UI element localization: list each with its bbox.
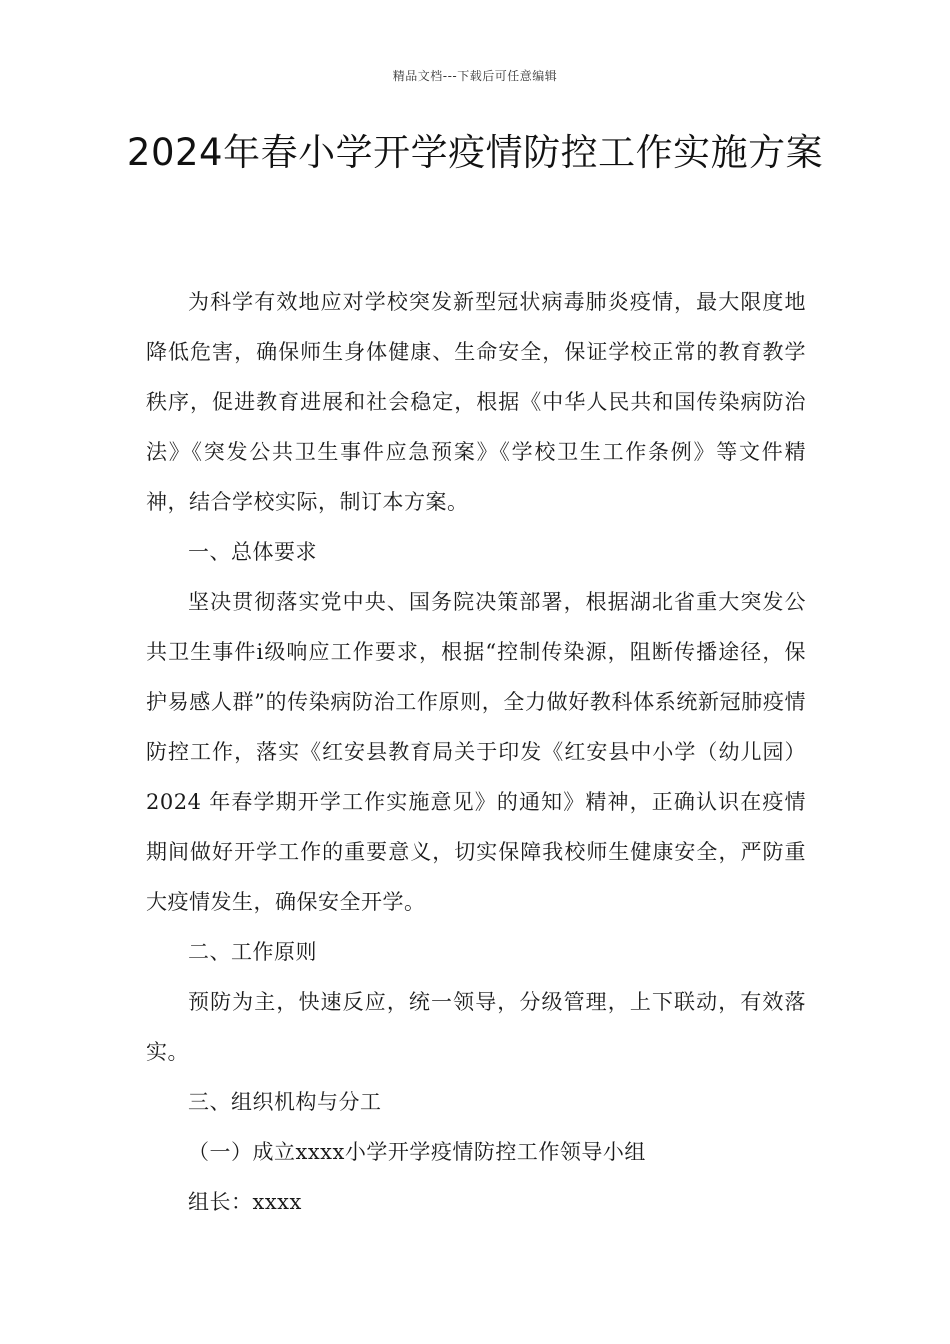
header-note: 精品文档---下载后可任意编辑 bbox=[392, 69, 558, 83]
subsection-heading-leading-group: （一）成立xxxx小学开学疫情防控工作领导小组 bbox=[188, 1140, 646, 1164]
section-heading-work-principles: 二、工作原则 bbox=[188, 940, 317, 964]
general-requirements-paragraph: 坚决贯彻落实党中央、国务院决策部署，根据湖北省重大突发公共卫生事件ⅰ级响应工作要求，根据“控制传染源，阻断传播途径，保护易感人群”的传染病防治工作原则，全力做好教科体系统新冠肺疫情防控工作，落实《红安县教育局关于印发《红安县中小学（幼儿园）2024 年春学期开学工作实施意见》的通知》精神，正确认识在疫情期间做好开学工作的重要意义，切实保障我校师生健康安全，严防重大疫情发生，确保安全开学。 bbox=[146, 590, 806, 914]
group-leader-line: 组长：xxxx bbox=[188, 1190, 302, 1214]
document-body bbox=[146, 277, 806, 1227]
work-principles-paragraph: 预防为主，快速反应，统一领导，分级管理，上下联动，有效落实。 bbox=[146, 990, 806, 1064]
document-title: 2024年春小学开学疫情防控工作实施方案 bbox=[126, 131, 824, 174]
intro-paragraph: 为科学有效地应对学校突发新型冠状病毒肺炎疫情，最大限度地降低危害，确保师生身体健康、生命安全，保证学校正常的教育教学秩序，促进教育进展和社会稳定，根据《中华人民共和国传染病防治法》《突发公共卫生事件应急预案》《学校卫生工作条例》等文件精神，结合学校实际，制订本方案。 bbox=[146, 290, 806, 514]
section-heading-organization: 三、组织机构与分工 bbox=[188, 1090, 382, 1114]
section-heading-general-requirements: 一、总体要求 bbox=[188, 540, 317, 564]
